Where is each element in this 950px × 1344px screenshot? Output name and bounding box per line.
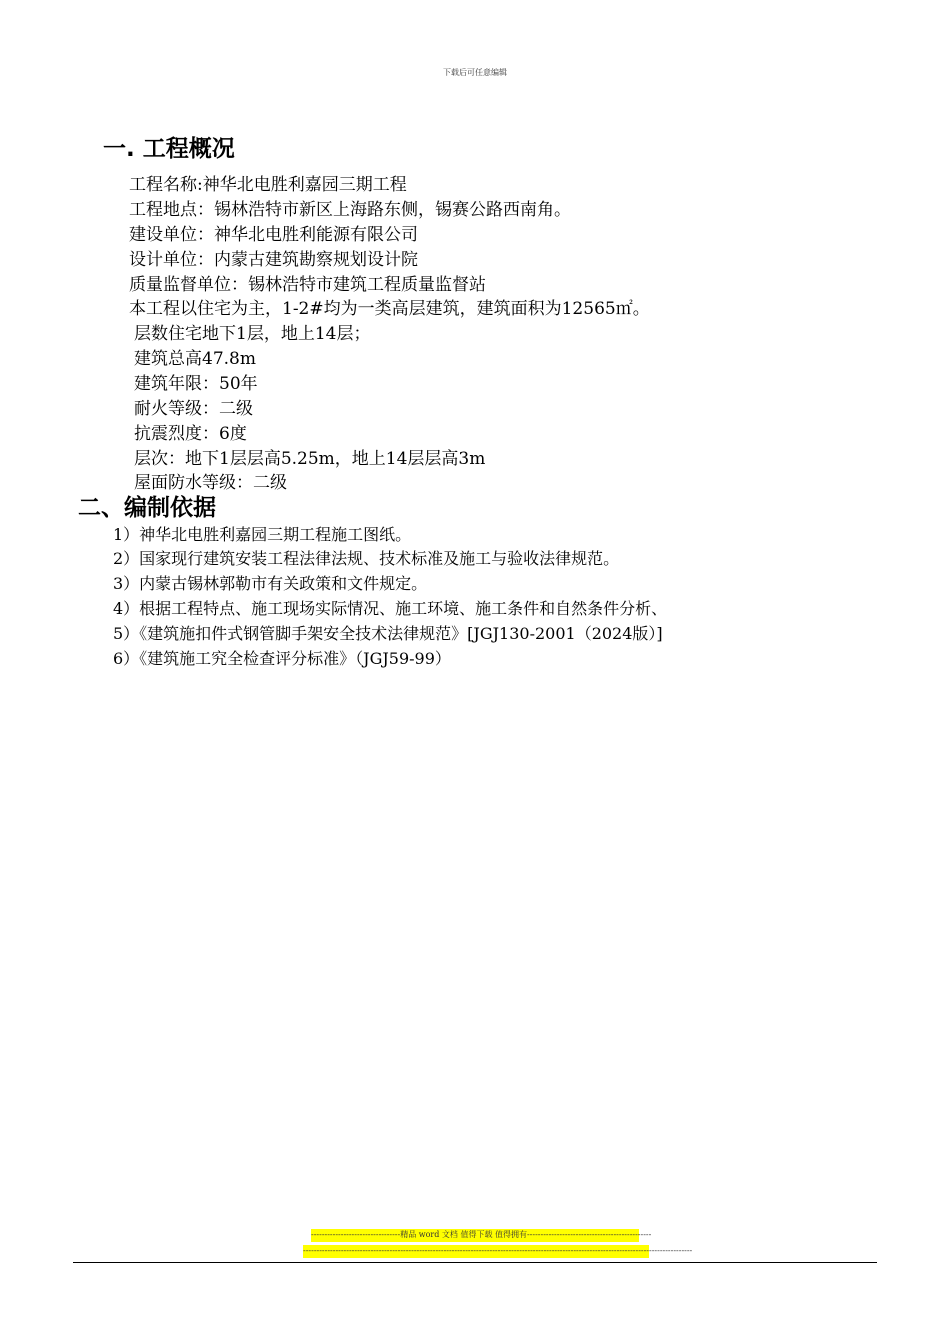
header-note: 下载后可任意编辑 xyxy=(443,68,507,77)
overview-line: 工程名称:神华北电胜利嘉园三期工程 xyxy=(129,175,407,195)
overview-line: 工程地点：锡林浩特市新区上海路东侧，锡赛公路西南角。 xyxy=(129,200,571,220)
list-item: 5）《建筑施扣件式钢管脚手架安全技术法律规范》[JGJ130-2001（2024版）] xyxy=(113,624,663,643)
overview-line: 质量监督单位：锡林浩特市建筑工程质量监督站 xyxy=(129,275,486,295)
overview-line: 建设单位：神华北电胜利能源有限公司 xyxy=(129,225,418,245)
footer-banner: ---------------------------------精品 word 文档 值得下载 值得拥有---------------------------------------------- xyxy=(311,1229,639,1242)
overview-line: 层次：地下1层层高5.25m，地上14层层高3m xyxy=(134,449,486,469)
overview-line: 屋面防水等级：二级 xyxy=(134,473,287,493)
list-item: 4）根据工程特点、施工现场实际情况、施工环境、施工条件和自然条件分析、 xyxy=(113,599,668,618)
list-item: 2）国家现行建筑安装工程法律法规、技术标准及施工与验收法律规范。 xyxy=(113,549,620,568)
list-item: 1）神华北电胜利嘉园三期工程施工图纸。 xyxy=(113,525,412,544)
overview-line: 本工程以住宅为主，1-2#均为一类高层建筑，建筑面积为12565㎡。 xyxy=(129,299,650,319)
overview-line: 建筑总高47.8m xyxy=(134,349,256,369)
overview-line: 耐火等级：二级 xyxy=(134,399,253,419)
overview-line: 设计单位：内蒙古建筑勘察规划设计院 xyxy=(129,250,418,270)
list-item: 6）《建筑施工究全检查评分标准》（JGJ59-99） xyxy=(113,649,451,668)
overview-line: 层数住宅地下1层，地上14层； xyxy=(134,324,371,344)
overview-line: 抗震烈度：6度 xyxy=(134,424,247,444)
section-1-title: 一. 工程概况 xyxy=(103,136,235,162)
section-2-title: 二、编制依据 xyxy=(78,495,216,521)
footer-rule xyxy=(73,1262,877,1263)
list-item: 3）内蒙古锡林郭勒市有关政策和文件规定。 xyxy=(113,574,428,593)
footer-divider-band: ------------------------------------------------------------------------------------------------------------------------------------------------ xyxy=(303,1245,649,1258)
overview-line: 建筑年限：50年 xyxy=(134,374,258,394)
